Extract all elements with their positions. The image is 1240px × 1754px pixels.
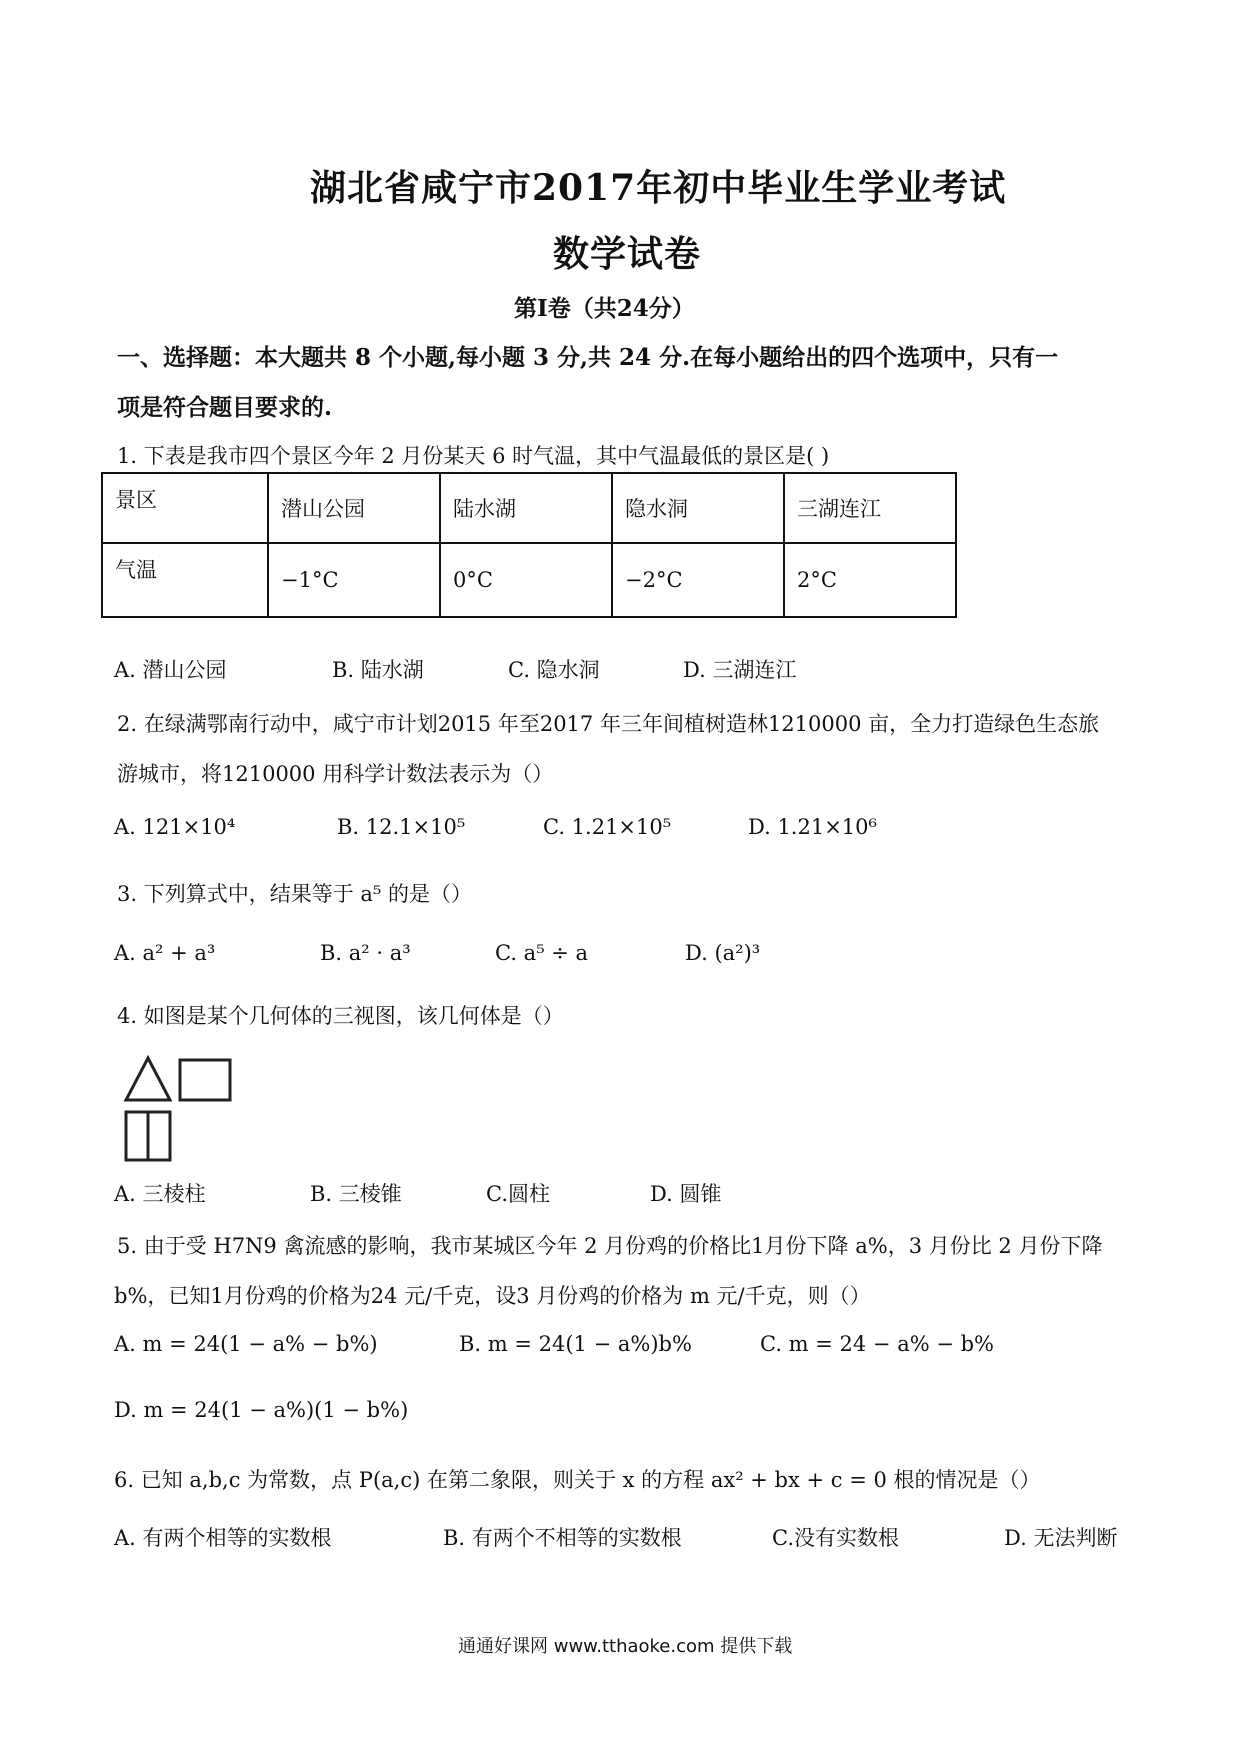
q4-option-c: C.圆柱	[486, 1182, 550, 1206]
q5-option-c: C. m = 24 − a% − b%	[760, 1332, 995, 1356]
q6-option-d: D. 无法判断	[1004, 1526, 1118, 1550]
q1-stem: 1. 下表是我市四个景区今年 2 月份某天 6 时气温，其中气温最低的景区是( )	[117, 444, 830, 468]
q5-option-d: D. m = 24(1 − a%)(1 − b%)	[114, 1398, 409, 1422]
side-view-rectangle	[180, 1060, 230, 1100]
table-header-cell: 陆水湖	[440, 473, 612, 543]
q6-option-b: B. 有两个不相等的实数根	[443, 1526, 682, 1550]
q1-option-c: C. 隐水洞	[508, 658, 600, 682]
table-cell: −1°C	[268, 543, 440, 617]
table-cell: 0°C	[440, 543, 612, 617]
q3-stem: 3. 下列算式中，结果等于 a⁵ 的是（）	[117, 882, 472, 906]
q1-option-a: A. 潜山公园	[114, 658, 227, 682]
table-header-cell: 三湖连江	[784, 473, 956, 543]
temperature-table	[101, 472, 957, 618]
q4-option-d: D. 圆锥	[650, 1182, 722, 1206]
table-cell: 气温	[102, 543, 268, 617]
q2-stem-line1: 2. 在绿满鄂南行动中，咸宁市计划2015 年至2017 年三年间植树造林1210000 亩，全力打造绿色生态旅	[117, 712, 1100, 736]
table-row	[102, 473, 956, 543]
q1-option-d: D. 三湖连江	[683, 658, 797, 682]
part1-heading-line1: 一、选择题：本大题共 8 个小题,每小题 3 分,共 24 分.在每小题给出的四个选项中，只有一	[117, 344, 1059, 371]
q3-option-c: C. a⁵ ÷ a	[495, 941, 589, 965]
q2-option-d: D. 1.21×10⁶	[748, 815, 877, 839]
section-label: 第Ⅰ卷（共24分）	[514, 295, 695, 322]
footer-source: 通通好课网 www.tthaoke.com 提供下载	[458, 1636, 793, 1657]
front-view-triangle	[126, 1058, 170, 1100]
table-header-cell: 隐水洞	[612, 473, 784, 543]
q6-option-a: A. 有两个相等的实数根	[114, 1526, 332, 1550]
table-row	[102, 543, 956, 617]
q5-stem-line2: b%，已知1月份鸡的价格为24 元/千克，设3 月份鸡的价格为 m 元/千克，则（）	[114, 1284, 871, 1308]
part1-heading-line2: 项是符合题目要求的.	[117, 394, 333, 421]
exam-subtitle: 数学试卷	[553, 233, 702, 275]
q5-option-b: B. m = 24(1 − a%)b%	[459, 1332, 692, 1356]
q6-option-c: C.没有实数根	[772, 1526, 899, 1550]
q1-option-b: B. 陆水湖	[332, 658, 424, 682]
q6-stem: 6. 已知 a,b,c 为常数，点 P(a,c) 在第二象限，则关于 x 的方程 ax² + bx + c = 0 根的情况是（）	[114, 1468, 1041, 1492]
q4-option-b: B. 三棱锥	[310, 1182, 402, 1206]
q2-option-a: A. 121×10⁴	[114, 815, 236, 839]
exam-title: 湖北省咸宁市2017年初中毕业生学业考试	[310, 167, 1007, 209]
table-cell: 2°C	[784, 543, 956, 617]
q2-option-b: B. 12.1×10⁵	[337, 815, 466, 839]
q2-stem-line2: 游城市，将1210000 用科学计数法表示为（）	[117, 762, 554, 786]
q3-option-d: D. (a²)³	[685, 941, 761, 965]
q5-stem-line1: 5. 由于受 H7N9 禽流感的影响，我市某城区今年 2 月份鸡的价格比1月份下降 a%，3 月份比 2 月份下降	[117, 1234, 1103, 1258]
q3-option-a: A. a² + a³	[114, 941, 216, 965]
table-header-cell: 潜山公园	[268, 473, 440, 543]
q3-option-b: B. a² · a³	[320, 941, 411, 965]
q4-option-a: A. 三棱柱	[114, 1182, 206, 1206]
table-cell: −2°C	[612, 543, 784, 617]
q4-stem: 4. 如图是某个几何体的三视图，该几何体是（）	[117, 1004, 564, 1028]
q5-option-a: A. m = 24(1 − a% − b%)	[114, 1332, 378, 1356]
q2-option-c: C. 1.21×10⁵	[543, 815, 672, 839]
table-header-cell: 景区	[102, 473, 268, 543]
three-view-figure	[118, 1050, 238, 1162]
